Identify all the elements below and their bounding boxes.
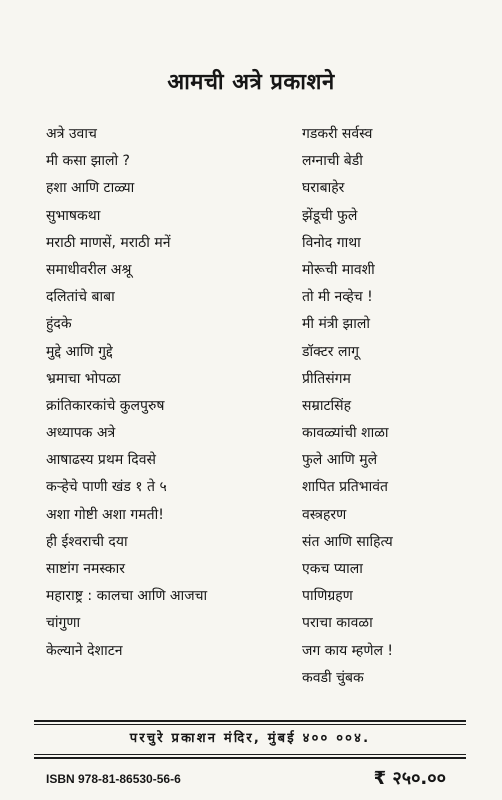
list-item: पाणिग्रहण <box>302 588 353 605</box>
divider <box>34 720 466 722</box>
list-item: सुभाषकथा <box>46 207 101 224</box>
list-item: ही ईश्वराची दया <box>46 533 128 550</box>
list-item: प्रीतिसंगम <box>302 370 351 387</box>
list-item: पराचा कावळा <box>302 615 373 632</box>
list-item: जग काय म्हणेल ! <box>302 642 394 659</box>
publisher-line: परचुरे प्रकाशन मंदिर, मुंबई ४०० ००४. <box>129 731 371 746</box>
list-item: हुंदके <box>46 316 72 333</box>
list-item: मराठी माणसें, मराठी मनें <box>46 234 171 251</box>
price-label: ₹ २५०.०० <box>373 768 446 789</box>
list-item: संत आणि साहित्य <box>302 533 393 550</box>
list-item: क्रांतिकारकांचे कुलपुरुष <box>46 397 165 414</box>
list-item: फुले आणि मुले <box>302 452 378 469</box>
list-item: तो मी नव्हेच ! <box>302 289 373 306</box>
list-item: अत्रे उवाच <box>46 126 97 142</box>
list-item: विनोद गाथा <box>302 234 361 251</box>
list-item: मी कसा झालो ? <box>46 153 130 170</box>
list-item: घराबाहेर <box>302 180 345 197</box>
left-book-list <box>46 121 276 665</box>
list-item: लग्नाची बेडी <box>302 153 363 170</box>
divider <box>34 757 466 759</box>
isbn-number: ISBN 978-81-86530-56-6 <box>46 772 181 786</box>
list-item: महाराष्ट्र : कालचा आणि आजचा <box>46 588 208 605</box>
right-book-list <box>302 121 492 692</box>
list-item: सम्राटसिंह <box>302 397 352 414</box>
divider <box>34 754 466 755</box>
list-item: अशा गोष्टी अशा गमती! <box>46 506 164 523</box>
list-item: साष्टांग नमस्कार <box>46 561 125 577</box>
list-item: दलितांचे बाबा <box>46 289 115 306</box>
list-item: हशा आणि टाळ्या <box>46 180 135 197</box>
list-item: समाधीवरील अश्रू <box>46 261 132 278</box>
list-item: डॉक्टर लागू <box>302 343 359 360</box>
list-item: केल्याने देशाटन <box>46 642 123 659</box>
list-item: वस्त्रहरण <box>302 506 347 523</box>
list-item: कऱ्हेचे पाणी खंड १ ते ५ <box>46 479 167 496</box>
page-title: आमची अत्रे प्रकाशने <box>167 70 335 95</box>
list-item: कवडी चुंबक <box>302 669 364 686</box>
list-item: कावळ्यांची शाळा <box>302 425 389 442</box>
list-item: मी मंत्री झालो <box>302 316 370 333</box>
list-item: भ्रमाचा भोपळा <box>46 370 121 387</box>
list-item: गडकरी सर्वस्व <box>302 126 373 142</box>
list-item: एकच प्याला <box>302 561 363 577</box>
list-item: मोरूची मावशी <box>302 261 375 278</box>
divider <box>34 724 466 725</box>
list-item: शापित प्रतिभावंत <box>302 479 388 496</box>
list-item: झेंडूची फुले <box>302 207 358 224</box>
list-item: मुद्दे आणि गुद्दे <box>46 343 113 360</box>
list-item: अध्यापक अत्रे <box>46 425 116 442</box>
list-item: आषाढस्य प्रथम दिवसे <box>46 452 156 469</box>
list-item: चांगुणा <box>46 615 81 632</box>
